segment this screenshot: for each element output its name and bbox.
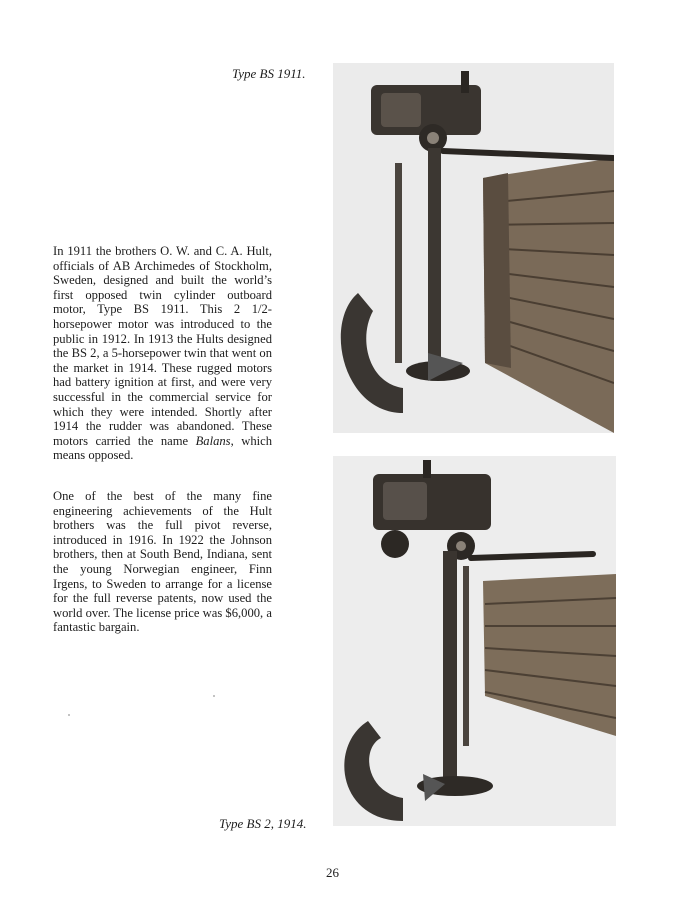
paper-speck (213, 695, 215, 697)
paragraph-history (53, 244, 272, 463)
photo-caption-top: Type BS 1911. (232, 66, 306, 81)
outboard-motor-bs-2-1914-photo (333, 456, 616, 826)
photo-caption-bottom: Type BS 2, 1914. (219, 816, 307, 831)
paragraph-history-text-b: , which means opposed. (53, 433, 273, 463)
paper-speck (68, 714, 70, 716)
outboard-motor-bs-2-illustration (333, 456, 616, 826)
paragraph-history-text-a: In 1911 the brothers O. W. and C. A. Hult, officials of AB Archimedes of Stockholm, Sweden, designed and built the world’s first opposed twin cylinder outboard motor, Type BS 1911. This 2 1/2-horsepower motor was introduced to the public in 1912. In 1913 the Hults designed the BS 2, a 5-horsepower twin that went on the market in 1914. These rugged motors had battery ignition at first, and were very successful in the commercial service for which they were intended. Shortly after 1914 the rudder was abandoned. These motors carried the name (53, 244, 272, 448)
paragraph-reverse: One of the best of the many fine engineering achievements of the Hult brothers was the full pivot reverse, introduced in 1916. In 1922 the Johnson brothers, then at South Bend, Indiana, sent the young Norwegian engineer, Finn Irgens, to Sweden to arrange for a license for the full reverse patents, now used the world over. The license price was $6,000, a fantastic bargain. (53, 489, 272, 635)
outboard-motor-bs-1911-illustration (333, 63, 614, 433)
outboard-motor-bs-1911-photo (333, 63, 614, 433)
page-number: 26 (326, 865, 339, 880)
balans-name: Balans (195, 433, 231, 448)
